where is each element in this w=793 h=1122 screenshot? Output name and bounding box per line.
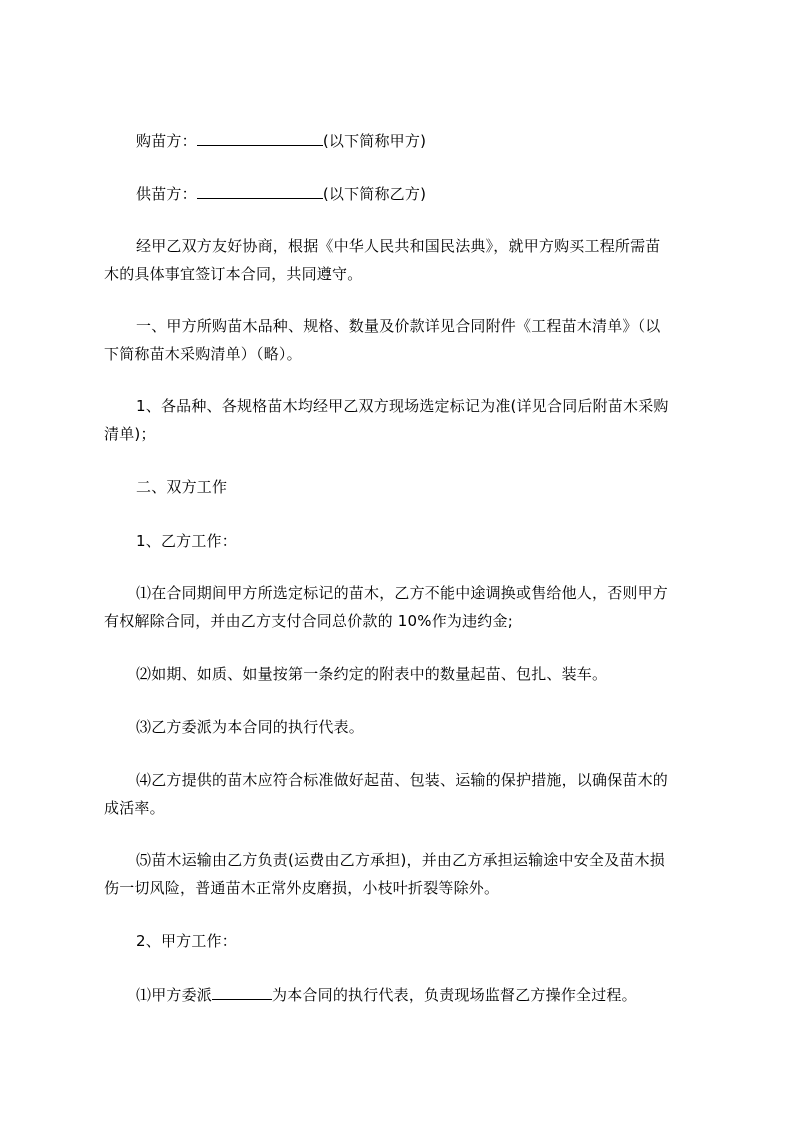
buyer-suffix: (以下简称甲方): [322, 132, 427, 150]
item-c1-suffix: 为本合同的执行代表，负责现场监督乙方操作全过程。: [272, 986, 637, 1004]
item-b1-line-1: ⑴在合同期间甲方所选定标记的苗木，乙方不能中途调换或售给他人，否则甲方: [136, 584, 669, 602]
item-b3: ⑶乙方委派为本合同的执行代表。: [136, 718, 365, 736]
buyer-line: [104, 130, 704, 152]
item-b1-line-2: 有权解除合同，并由乙方支付合同总价款的 10%作为违约金;: [104, 612, 513, 630]
section1-line-2: 下简称苗木采购清单）（略）。: [104, 345, 302, 363]
supplier-line: [104, 183, 704, 205]
item-b4-paragraph: [104, 766, 704, 822]
section1-item1-line-2: 清单)；: [104, 425, 156, 443]
intro-paragraph: [104, 232, 704, 288]
representative-blank: [212, 985, 272, 1000]
section2-sub1: 1、乙方工作：: [136, 532, 237, 550]
section1-line-1: 一、甲方所购苗木品种、规格、数量及价款详见合同附件《工程苗木清单》（以: [136, 317, 661, 335]
item-b4-line-1: ⑷乙方提供的苗木应符合标准做好起苗、包装、运输的保护措施，以确保苗木的: [136, 771, 669, 789]
section1-item1-paragraph: [104, 392, 704, 448]
intro-line-2: 木的具体事宜签订本合同，共同遵守。: [104, 265, 363, 283]
item-c1: [104, 984, 704, 1006]
intro-line-1: 经甲乙双方友好协商，根据《中华人民共和国民法典》，就甲方购买工程所需苗: [136, 237, 661, 255]
section1-paragraph: [104, 312, 704, 368]
buyer-blank: [197, 131, 323, 146]
item-b5-paragraph: [104, 846, 704, 902]
item-b2: ⑵如期、如质、如量按第一条约定的附表中的数量起苗、包扎、装车。: [136, 665, 608, 683]
supplier-blank: [197, 184, 323, 199]
buyer-label: 购苗方：: [136, 132, 197, 150]
item-b5-line-2: 伤一切风险，普通苗木正常外皮磨损，小枝叶折裂等除外。: [104, 879, 500, 897]
item-b4-line-2: 成活率。: [104, 799, 165, 817]
section1-item1-line-1: 1、各品种、各规格苗木均经甲乙双方现场选定标记为准(详见合同后附苗木采购: [136, 397, 669, 415]
item-b1-paragraph: [104, 579, 704, 635]
section2-title: 二、双方工作: [136, 478, 228, 496]
supplier-label: 供苗方：: [136, 185, 197, 203]
item-b5-line-1: ⑸苗木运输由乙方负责(运费由乙方承担)，并由乙方承担运输途中安全及苗木损: [136, 851, 665, 869]
section2-sub2: 2、甲方工作：: [136, 932, 237, 950]
supplier-suffix: (以下简称乙方): [322, 185, 427, 203]
item-c1-prefix: ⑴甲方委派: [136, 986, 213, 1004]
